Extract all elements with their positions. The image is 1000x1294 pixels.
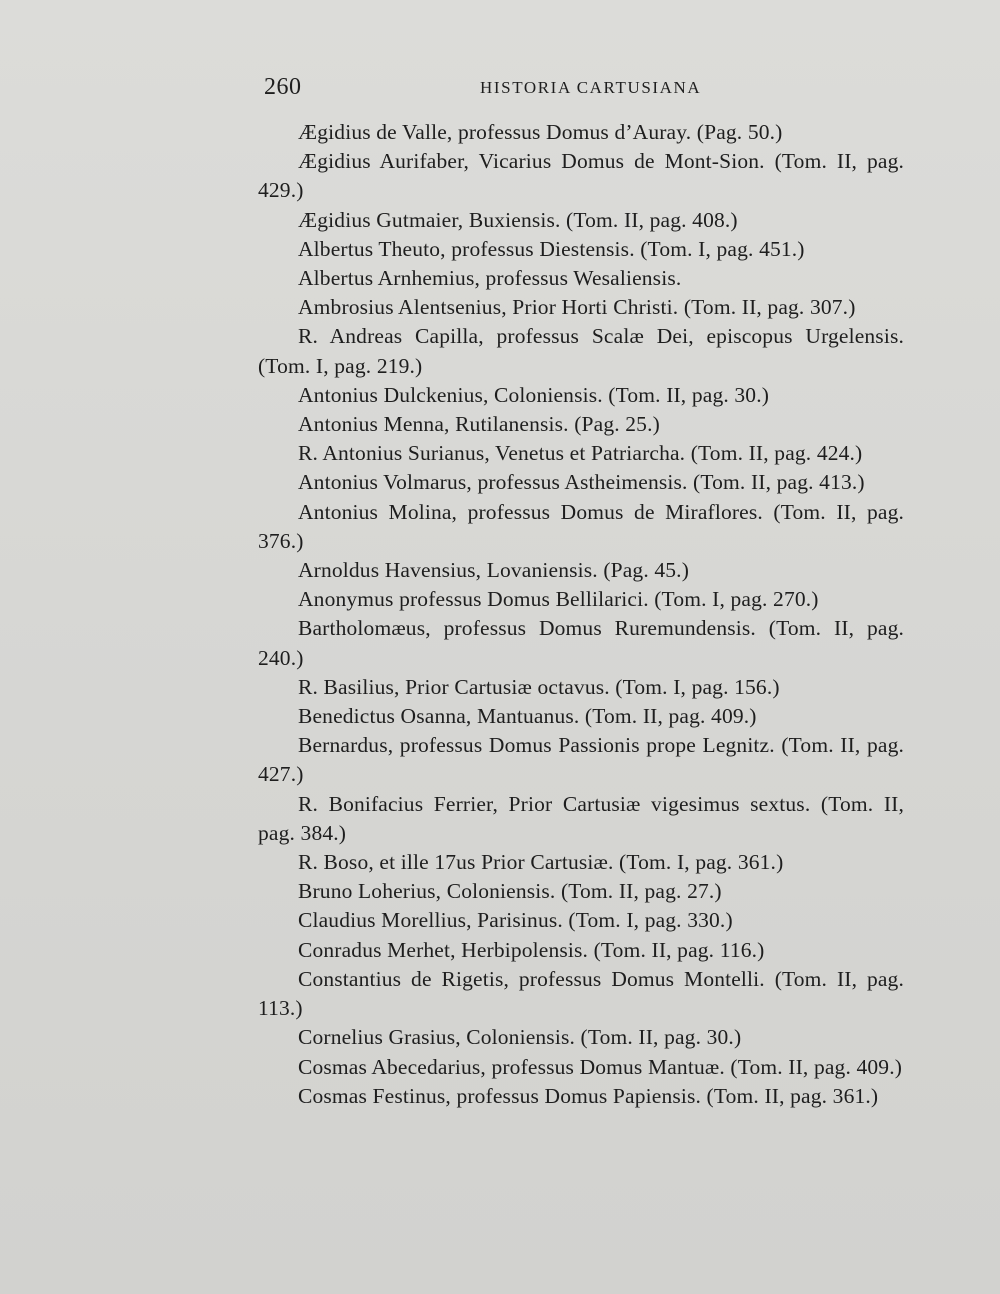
entry-text: R. Andreas Capilla, professus Scalæ Dei, episcopus Urgelensis. (Tom. I, pag. 219.) xyxy=(258,324,904,378)
list-item xyxy=(258,498,904,556)
list-item xyxy=(258,322,904,380)
entry-text: Anonymus professus Domus Bellilarici. (Tom. I, pag. 270.) xyxy=(298,587,819,612)
list-item xyxy=(258,848,904,877)
entry-text: Constantius de Rigetis, professus Domus Montelli. (Tom. II, pag. 113.) xyxy=(258,966,904,1021)
entry-text: R. Basilius, Prior Cartusiæ octavus. (Tom. I, pag. 156.) xyxy=(298,674,780,699)
list-item xyxy=(258,614,904,672)
entry-text: Bernardus, professus Domus Passionis prope Legnitz. (Tom. II, pag. 427.) xyxy=(258,733,904,787)
entry-text: Cosmas Festinus, professus Domus Papiensis. (Tom. II, pag. 361.) xyxy=(298,1083,879,1108)
entry-text: Antonius Volmarus, professus Astheimensis. (Tom. II, pag. 413.) xyxy=(298,470,865,495)
list-item xyxy=(258,965,904,1023)
entry-text: Antonius Dulckenius, Coloniensis. (Tom. II, pag. 30.) xyxy=(298,382,770,407)
page-number: 260 xyxy=(264,74,302,100)
list-item xyxy=(258,293,904,322)
entry-text: Claudius Morellius, Parisinus. (Tom. I, pag. 330.) xyxy=(298,908,733,933)
entry-text: Albertus Theuto, professus Diestensis. (Tom. I, pag. 451.) xyxy=(298,236,805,261)
list-item xyxy=(258,381,904,410)
entry-list xyxy=(258,118,904,1111)
list-item xyxy=(258,206,904,235)
list-item xyxy=(258,936,904,965)
entry-text: R. Boso, et ille 17us Prior Cartusiæ. (Tom. I, pag. 361.) xyxy=(298,850,784,875)
list-item xyxy=(258,468,904,497)
list-item xyxy=(258,118,904,147)
entry-text: R. Bonifacius Ferrier, Prior Cartusiæ vigesimus sextus. (Tom. II, pag. 384.) xyxy=(258,791,904,845)
entry-text: Ægidius Gutmaier, Buxiensis. (Tom. II, pag. 408.) xyxy=(298,207,738,232)
entry-text: Cosmas Abecedarius, professus Domus Mantuæ. (Tom. II, pag. 409.) xyxy=(298,1054,903,1079)
entry-text: Ambrosius Alentsenius, Prior Horti Christi. (Tom. II, pag. 307.) xyxy=(298,295,856,320)
list-item xyxy=(258,790,904,848)
list-item xyxy=(258,673,904,702)
list-item xyxy=(258,702,904,731)
entry-text: Antonius Menna, Rutilanensis. (Pag. 25.) xyxy=(298,412,660,437)
entry-text: R. Antonius Surianus, Venetus et Patriarcha. (Tom. II, pag. 424.) xyxy=(298,441,863,466)
list-item xyxy=(258,410,904,439)
entry-text: Bartholomæus, professus Domus Ruremundensis. (Tom. II, pag. 240.) xyxy=(258,616,904,670)
entry-text: Ægidius Aurifaber, Vicarius Domus de Mont-Sion. (Tom. II, pag. 429.) xyxy=(258,149,904,203)
list-item xyxy=(258,731,904,789)
list-item xyxy=(258,906,904,935)
entry-text: Albertus Arnhemius, professus Wesaliensis. xyxy=(298,266,682,291)
list-item xyxy=(258,1053,904,1082)
entry-text: Cornelius Grasius, Coloniensis. (Tom. II, pag. 30.) xyxy=(298,1025,742,1050)
list-item xyxy=(258,439,904,468)
entry-text: Benedictus Osanna, Mantuanus. (Tom. II, pag. 409.) xyxy=(298,704,757,729)
list-item xyxy=(258,556,904,585)
entry-text: Antonius Molina, professus Domus de Miraflores. (Tom. II, pag. 376.) xyxy=(258,499,904,553)
list-item xyxy=(258,877,904,906)
list-item xyxy=(258,585,904,614)
list-item xyxy=(258,235,904,264)
list-item xyxy=(258,147,904,205)
entry-text: Arnoldus Havensius, Lovaniensis. (Pag. 45.) xyxy=(298,558,690,583)
running-head: HISTORIA CARTUSIANA xyxy=(480,78,702,97)
list-item xyxy=(258,1023,904,1052)
entry-text: Conradus Merhet, Herbipolensis. (Tom. II, pag. 116.) xyxy=(298,937,765,962)
page-header xyxy=(264,74,904,104)
list-item xyxy=(258,264,904,293)
list-item xyxy=(258,1082,904,1111)
entry-text: Ægidius de Valle, professus Domus d’Auray. (Pag. 50.) xyxy=(298,120,783,144)
entry-text: Bruno Loherius, Coloniensis. (Tom. II, pag. 27.) xyxy=(298,879,722,904)
